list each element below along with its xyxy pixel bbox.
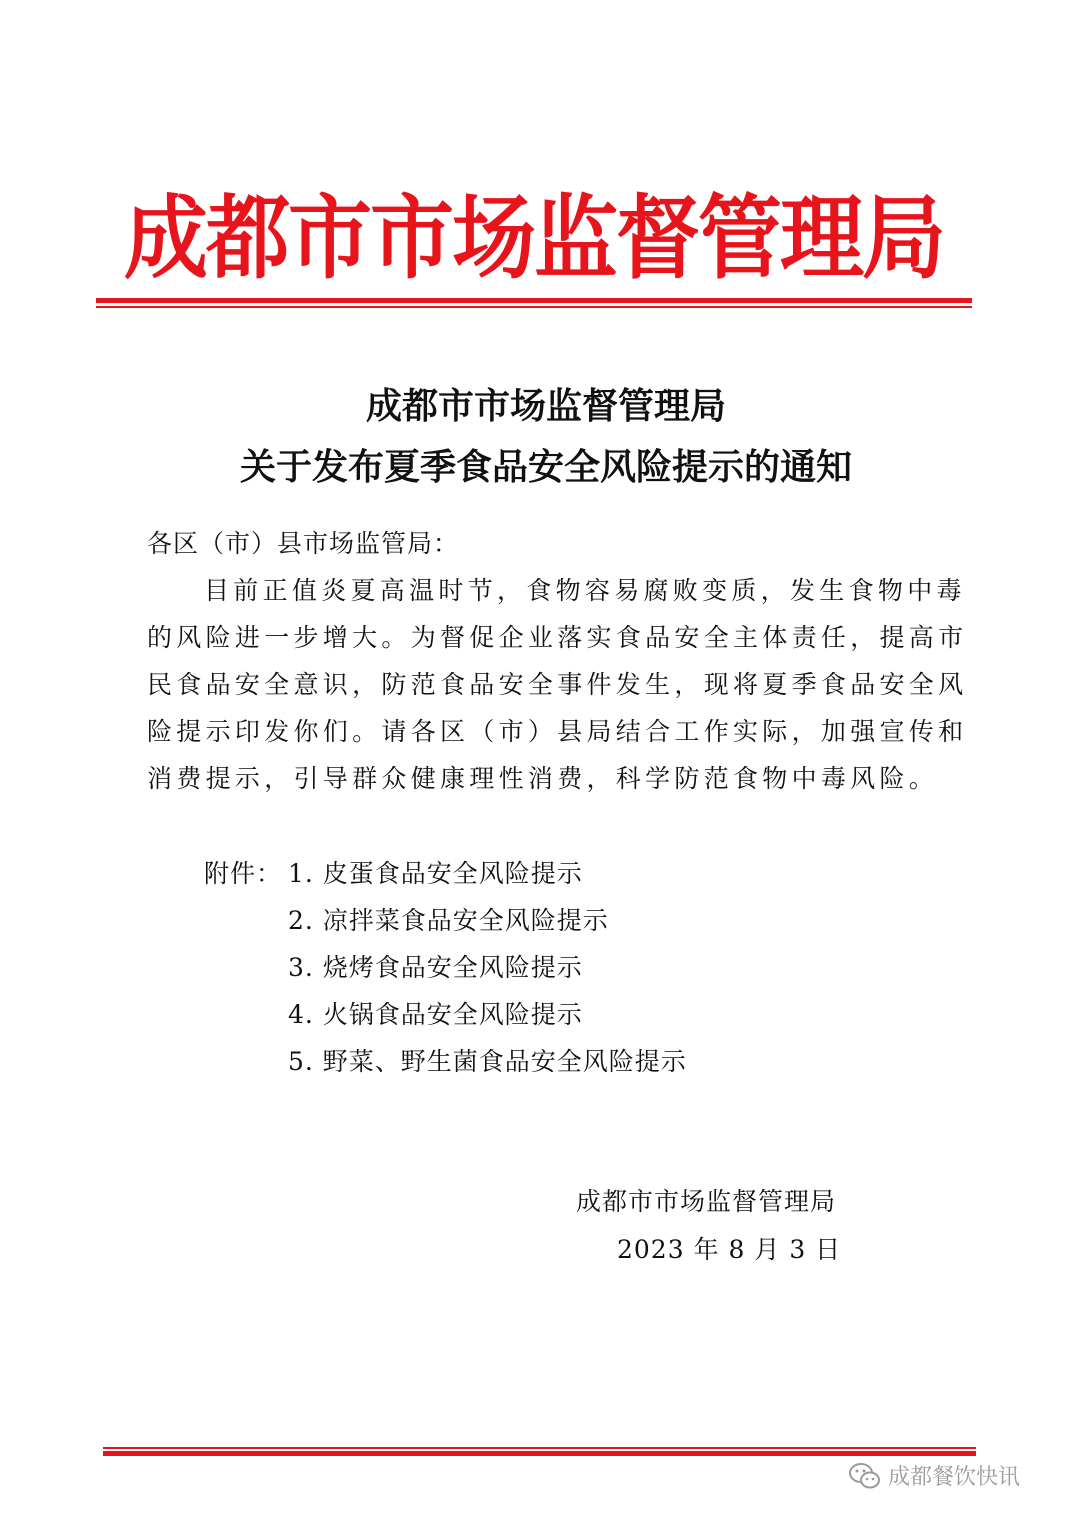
body-line: 消费提示，引导群众健康理性消费，科学防范食物中毒风险。 [147,764,939,793]
source-watermark [848,1460,1020,1491]
wechat-icon [848,1461,882,1491]
masthead-title: 成都市市场监督管理局 [123,185,944,291]
masthead-divider [96,298,972,309]
attachment-item: 2. 凉拌菜食品安全风险提示 [288,906,609,935]
attachment-item: 3. 烧烤食品安全风险提示 [288,953,583,982]
notice-title-line-2: 关于发布夏季食品安全风险提示的通知 [239,446,852,488]
attachment-item: 5. 野菜、野生菌食品安全风险提示 [288,1047,687,1076]
issue-date: 2023 年 8 月 3 日 [617,1235,842,1264]
body-line: 目前正值炎夏高温时节，食物容易腐败变质，发生食物中毒 [204,576,966,605]
body-line: 的风险进一步增大。为督促企业落实食品安全主体责任，提高市 [147,623,968,652]
attachment-item: 1. 皮蛋食品安全风险提示 [288,859,583,888]
attachments-label: 附件： [204,859,283,888]
watermark-text: 成都餐饮快讯 [888,1465,1021,1490]
attachment-item: 4. 火锅食品安全风险提示 [288,1000,583,1029]
footer-divider [103,1447,976,1457]
salutation: 各区（市）县市场监管局： [147,529,460,558]
signature: 成都市市场监督管理局 [576,1187,837,1216]
notice-title-line-1: 成都市市场监督管理局 [365,385,726,427]
body-line: 险提示印发你们。请各区（市）县局结合工作实际，加强宣传和 [147,717,968,746]
body-line: 民食品安全意识，防范食品安全事件发生，现将夏季食品安全风 [147,670,968,699]
